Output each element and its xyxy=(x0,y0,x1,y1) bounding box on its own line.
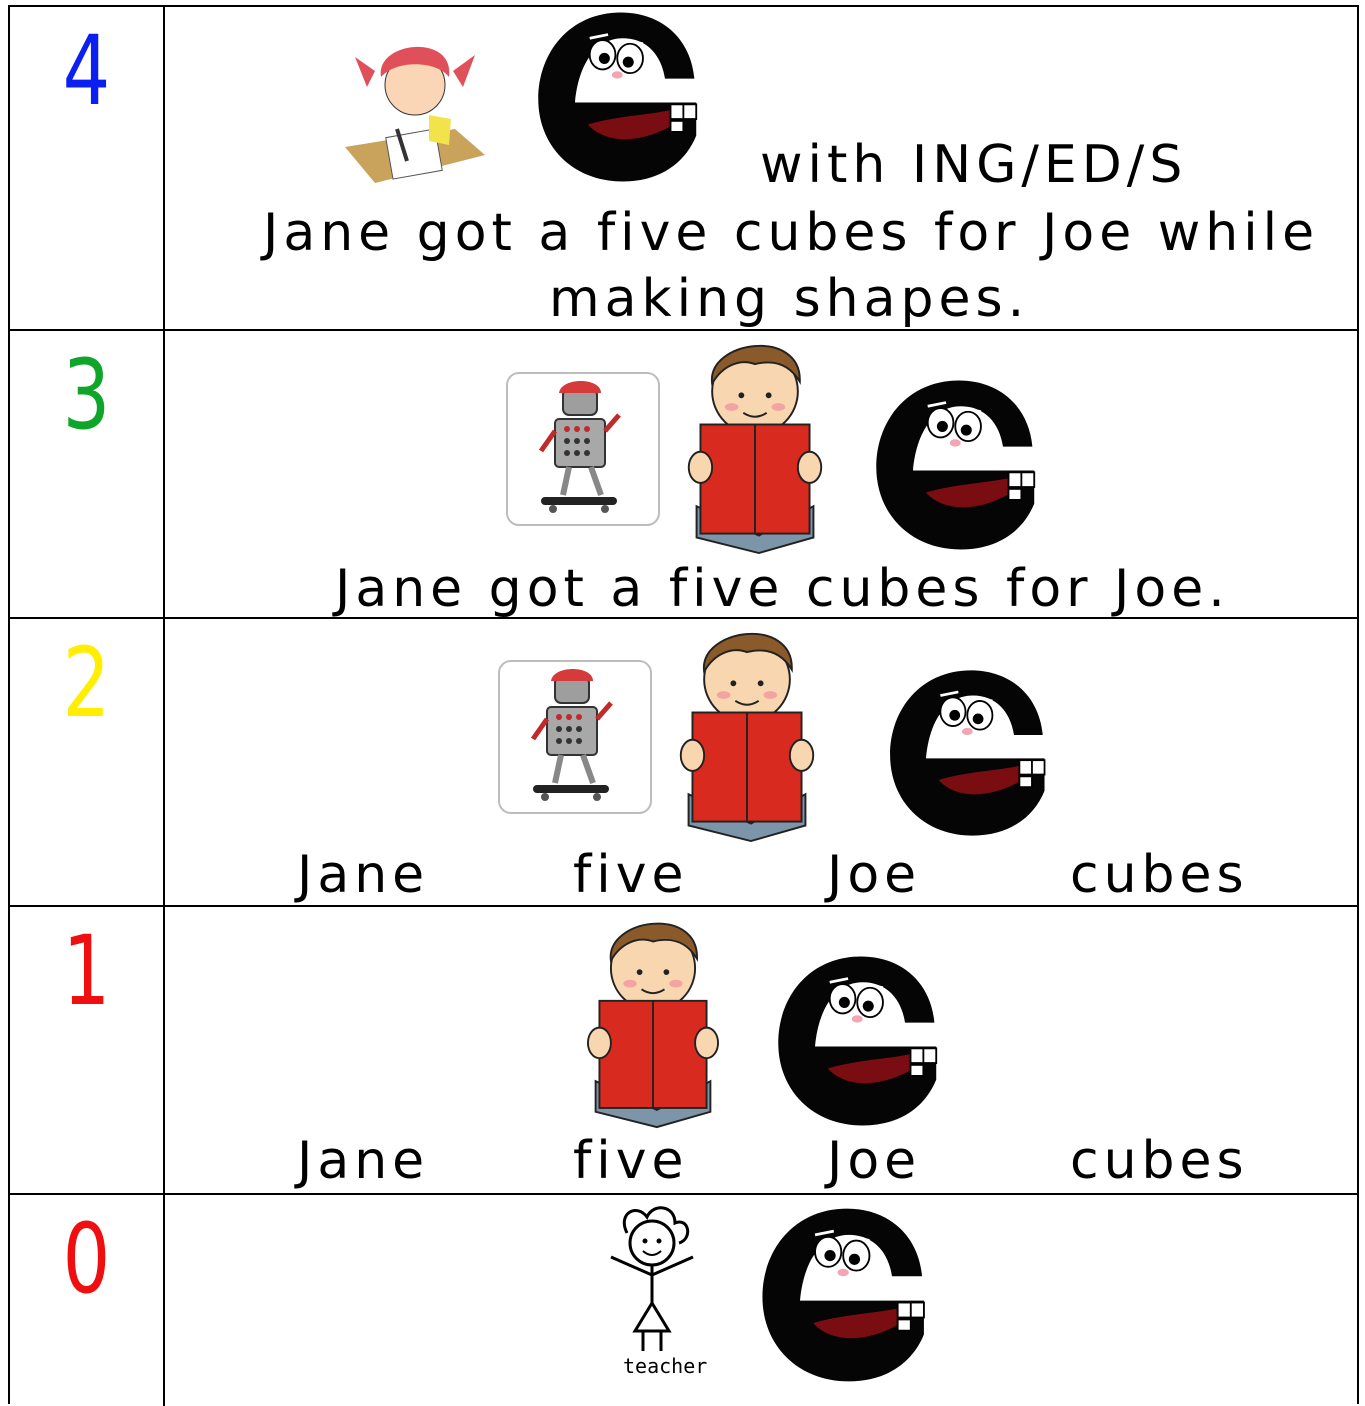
rubric-row-0 xyxy=(10,1195,1357,1406)
word-five: five xyxy=(573,845,689,905)
score-cell-1 xyxy=(10,907,165,1193)
teacher-stick-figure-icon xyxy=(597,1203,707,1381)
suffix-label: with ING/ED/S xyxy=(760,135,1188,195)
letter-e-character-icon xyxy=(767,951,953,1131)
boy-reading-icon xyxy=(685,331,825,555)
robot-flashcard-icon xyxy=(505,371,661,527)
rubric-row-3 xyxy=(10,331,1357,619)
score-cell-4 xyxy=(10,7,165,329)
score-cell-3 xyxy=(10,331,165,617)
letter-e-character-icon xyxy=(877,665,1063,841)
criteria-cell-4 xyxy=(165,7,1357,329)
boy-reading-icon xyxy=(583,909,723,1129)
score-cell-0 xyxy=(10,1195,165,1406)
word-jane: Jane xyxy=(297,845,430,905)
girl-writing-icon xyxy=(345,37,495,187)
robot-flashcard-icon xyxy=(497,659,653,815)
rubric-row-2 xyxy=(10,619,1357,907)
sentence-line-1: Jane got a five cubes for Joe while xyxy=(263,203,1320,263)
score-2: 2 xyxy=(62,627,111,739)
criteria-cell-1 xyxy=(165,907,1357,1193)
teacher-label: teacher xyxy=(623,1354,707,1378)
score-cell-2 xyxy=(10,619,165,905)
criteria-cell-2 xyxy=(165,619,1357,905)
word-jane: Jane xyxy=(297,1131,430,1191)
rubric-row-1 xyxy=(10,907,1357,1195)
word-joe: Joe xyxy=(827,1131,922,1191)
score-4: 4 xyxy=(62,15,111,127)
rubric-row-4 xyxy=(10,7,1357,331)
word-five: five xyxy=(573,1131,689,1191)
letter-e-character-icon xyxy=(865,375,1051,555)
sentence-line-2: making shapes. xyxy=(549,269,1030,329)
letter-e-character-icon xyxy=(525,7,715,187)
rubric-table xyxy=(8,5,1359,1404)
score-3: 3 xyxy=(62,339,111,451)
score-0: 0 xyxy=(62,1203,111,1315)
letter-e-character-icon xyxy=(753,1203,939,1387)
boy-reading-icon xyxy=(677,619,817,843)
word-cubes: cubes xyxy=(1070,1131,1249,1191)
score-1: 1 xyxy=(62,915,111,1027)
criteria-cell-3 xyxy=(165,331,1357,617)
sentence: Jane got a five cubes for Joe. xyxy=(335,559,1230,619)
word-cubes: cubes xyxy=(1070,845,1249,905)
criteria-cell-0 xyxy=(165,1195,1357,1406)
word-joe: Joe xyxy=(827,845,922,905)
